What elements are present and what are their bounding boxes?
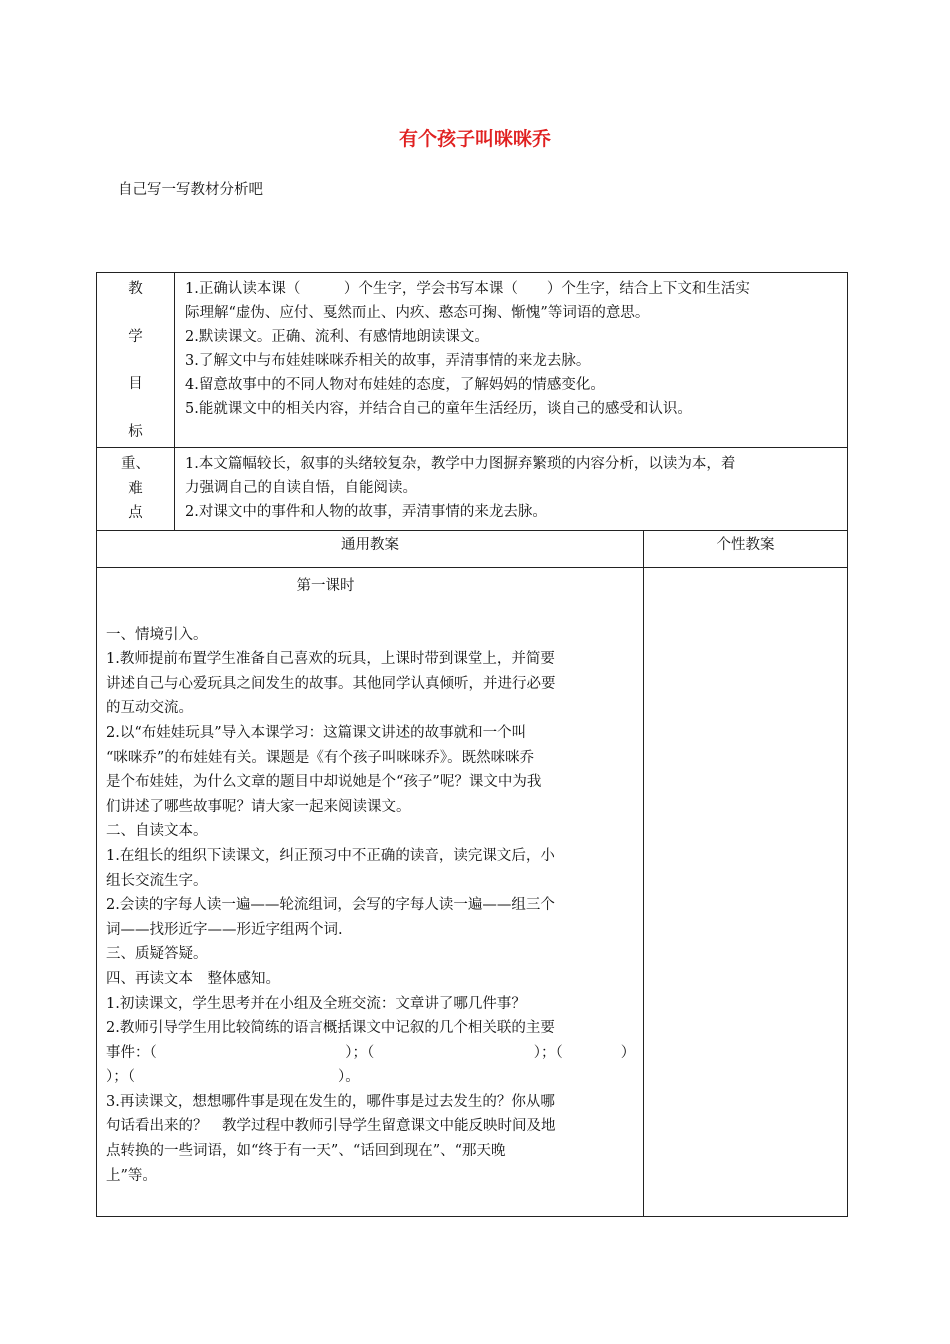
- objective-line: 2.默读课文。正确、流利、有感情地朗读课文。: [185, 329, 489, 345]
- keypoint-line: 1.本文篇幅较长，叙事的头绪较复杂，教学中力图摒弃繁琐的内容分析，以读为本，着: [185, 456, 736, 472]
- lesson-line: 1.初读课文，学生思考并在小组及全班交流：文章讲了哪几件事？: [106, 995, 526, 1012]
- lesson-row: [97, 568, 848, 1217]
- document-title: 有个孩子叫咪咪乔: [398, 128, 551, 150]
- lesson-heading: 第一课时: [296, 578, 355, 594]
- keypoints-label-char: 重、: [121, 456, 150, 472]
- lesson-line: 事件：（ ）；（ ）；（ ）: [106, 1044, 636, 1061]
- keypoints-row: [97, 448, 848, 531]
- lesson-line: 四、再读文本 整体感知。: [106, 970, 280, 987]
- keypoints-label-char: 难: [128, 480, 143, 497]
- lesson-line: 的互动交流。: [106, 700, 193, 717]
- objective-line: 4.留意故事中的不同人物对布娃娃的态度，了解妈妈的情感变化。: [185, 377, 605, 393]
- lesson-line: 是个布娃娃，为什么文章的题目中却说她是个“孩子”呢？课文中为我: [106, 774, 542, 791]
- keypoint-line: 2.对课文中的事件和人物的故事，弄清事情的来龙去脉。: [185, 504, 547, 520]
- lesson-line: 们讲述了哪些故事呢？请大家一起来阅读课文。: [106, 798, 411, 815]
- objectives-label-char: 教: [128, 281, 143, 297]
- objectives-row: [97, 273, 848, 448]
- document-subtitle: 自己写一写教材分析吧: [118, 182, 263, 198]
- personal-plan-cell[interactable]: [644, 568, 848, 1217]
- objective-line: 5.能就课文中的相关内容，并结合自己的童年生活经历，谈自己的感受和认识。: [185, 401, 692, 417]
- lesson-line: 一、情境引入。: [106, 626, 208, 643]
- objectives-label-cell: [97, 273, 175, 448]
- keypoint-line: 力强调自己的自读自悟，自能阅读。: [185, 480, 417, 496]
- keypoints-label-char: 点: [128, 505, 143, 521]
- lesson-line: 词——找形近字——形近字组两个词.: [106, 921, 343, 938]
- lesson-line: 句话看出来的？ 教学过程中教师引导学生留意课文中能反映时间及地: [106, 1118, 556, 1135]
- objectives-label-char: 标: [128, 423, 143, 440]
- lesson-line: 讲述自己与心爱玩具之间发生的故事。其他同学认真倾听，并进行必要: [106, 675, 556, 692]
- personal-plan-header: 个性教案: [644, 531, 848, 568]
- column-header-row: [97, 531, 848, 568]
- spacer: [106, 599, 635, 623]
- lesson-content: [97, 568, 644, 1217]
- lesson-line: 2.教师引导学生用比较简练的语言概括课文中记叙的几个相关联的主要: [106, 1020, 555, 1037]
- lesson-line: 组长交流生字。: [106, 872, 208, 889]
- lesson-line: ）；（ ）。: [106, 1069, 360, 1086]
- objective-line: 3.了解文中与布娃娃咪咪乔相关的故事，弄清事情的来龙去脉。: [185, 353, 591, 369]
- objectives-label-char: 学: [128, 328, 143, 345]
- lesson-line: 3.再读课文，想想哪件事是现在发生的，哪件事是过去发生的？你从哪: [106, 1093, 555, 1110]
- lesson-line: 2.以“布娃娃玩具”导入本课学习：这篇课文讲述的故事就和一个叫: [106, 724, 527, 741]
- objectives-label-char: 目: [128, 376, 143, 393]
- lesson-line: 二、自读文本。: [106, 823, 208, 840]
- lesson-line: 三、质疑答疑。: [106, 946, 208, 963]
- keypoints-content: [175, 448, 848, 531]
- keypoints-label-cell: [97, 448, 175, 531]
- lesson-line: “咪咪乔”的布娃娃有关。课题是《有个孩子叫咪咪乔》。既然咪咪乔: [106, 749, 535, 766]
- lesson-line: 点转换的一些词语，如“终于有一天”、“话回到现在”、“那天晚: [106, 1143, 506, 1160]
- lesson-line: 1.教师提前布置学生准备自己喜欢的玩具，上课时带到课堂上，并简要: [106, 651, 555, 668]
- objectives-content: [175, 273, 848, 448]
- lesson-plan-table: [96, 272, 848, 1217]
- lesson-line: 上”等。: [106, 1167, 157, 1184]
- objective-line: 际理解“虚伪、应付、戛然而止、内疚、憨态可掬、惭愧”等词语的意思。: [185, 305, 650, 321]
- objective-line: 1.正确认读本课（ ）个生字，学会书写本课（ ）个生字，结合上下文和生活实: [185, 281, 750, 297]
- general-plan-header: 通用教案: [97, 531, 644, 568]
- lesson-line: 1.在组长的组织下读课文，纠正预习中不正确的读音，读完课文后，小: [106, 847, 555, 864]
- lesson-line: 2.会读的字每人读一遍——轮流组词，会写的字每人读一遍——组三个: [106, 897, 555, 914]
